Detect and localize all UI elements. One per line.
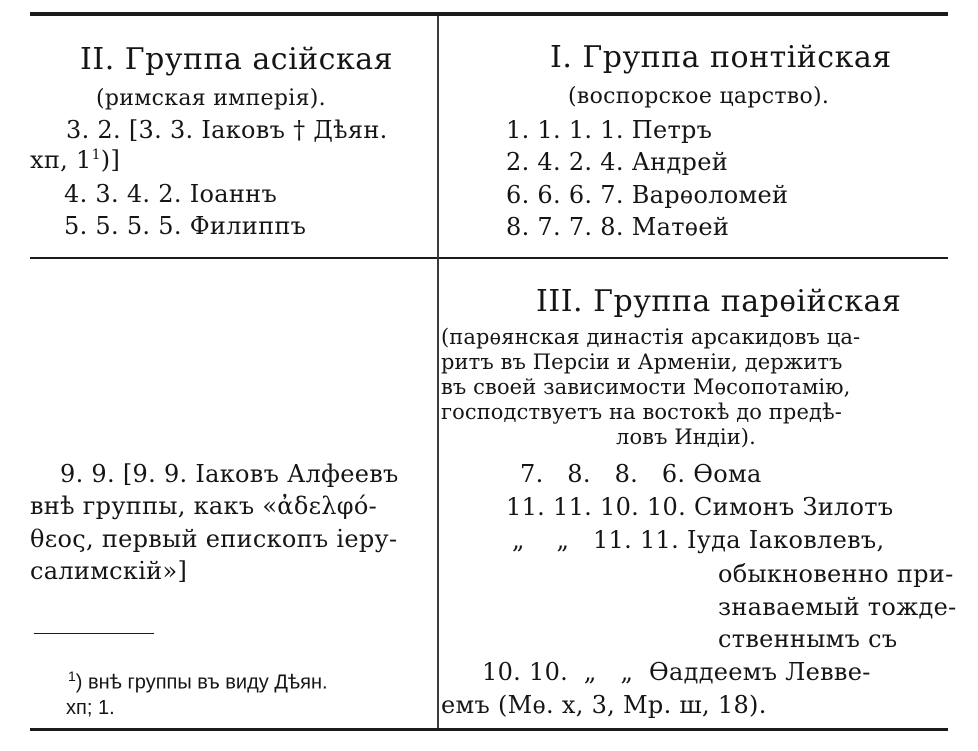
middle-rule [30, 257, 948, 259]
parthian-line-7: 10. 10. „ „ Ѳаддеемъ Левве- [482, 658, 871, 686]
parthian-paragraph-line-4: господствуетъ на востокѣ до предѣ- [441, 400, 842, 424]
group-parthian-heading: III. Группа парѳійская [536, 284, 902, 319]
group-asian-heading: II. Группа асійская [80, 42, 394, 77]
parthian-line-3: „ „ 11. 11. Іуда Іаковлевъ, [512, 526, 885, 554]
group-asian-line-1: 3. 2. [3. 3. Іаковъ † Дѣян. [66, 116, 388, 144]
footnote-mark: 1 [68, 668, 76, 684]
group-asian-line-2-text: хп, 1 [30, 146, 92, 174]
parthian-line-6: ственнымъ съ [718, 625, 898, 653]
footnote-text: ) внѣ группы въ виду Дѣян. [75, 671, 328, 694]
parthian-line-1: 7. 8. 8. 6. Ѳома [520, 460, 762, 488]
parthian-paragraph-line-5: ловъ Индіи). [616, 425, 756, 449]
james-line-1: 9. 9. [9. 9. Іаковъ Алфеевъ [60, 460, 399, 488]
group-pontic-line-3: 6. 6. 6. 7. Варѳоломей [506, 181, 789, 209]
group-pontic-line-2: 2. 4. 2. 4. Андрей [506, 148, 729, 176]
group-asian-line-2 [30, 146, 120, 174]
group-asian-line-3: 4. 3. 4. 2. Іоаннъ [64, 180, 278, 208]
footnote-line-2: хп; 1. [66, 697, 115, 719]
top-rule [30, 12, 948, 16]
footnote-line-1 [68, 668, 328, 695]
parthian-line-2: 11. 11. 10. 10. Симонъ Зилотъ [506, 493, 894, 521]
group-pontic-line-4: 8. 7. 7. 8. Матѳей [506, 213, 730, 241]
parthian-line-4: обыкновенно при- [718, 560, 954, 588]
group-pontic-line-1: 1. 1. 1. 1. Петръ [506, 116, 713, 144]
parthian-paragraph-line-3: въ своей зависимости Мѳсопотамію, [441, 375, 851, 399]
parthian-paragraph-line-1: (парѳянская династія арсакидовъ ца- [441, 325, 861, 349]
column-divider [437, 16, 439, 728]
footnote-ref-mark: 1 [91, 147, 101, 163]
james-line-4: салимскій»] [30, 557, 188, 585]
group-asian-subheading: (римская имперія). [96, 86, 326, 111]
group-asian-line-4: 5. 5. 5. 5. Филиппъ [64, 212, 307, 240]
parthian-line-5: знаваемый тожде- [718, 593, 957, 621]
group-pontic-heading: I. Группа понтійская [550, 40, 892, 75]
bottom-rule [30, 728, 948, 731]
parthian-line-8: емъ (Мѳ. х, 3, Мр. ш, 18). [441, 691, 767, 719]
group-asian-line-2-close: )] [100, 146, 121, 174]
james-line-2: внѣ группы, какъ «ἀδελφό- [30, 492, 378, 520]
james-line-3: θεος, первый епископъ іеру- [30, 525, 398, 553]
group-pontic-subheading: (воспорское царство). [568, 84, 830, 109]
parthian-paragraph-line-2: ритъ въ Персіи и Арменіи, держитъ [441, 350, 843, 374]
footnote-separator [34, 633, 154, 634]
